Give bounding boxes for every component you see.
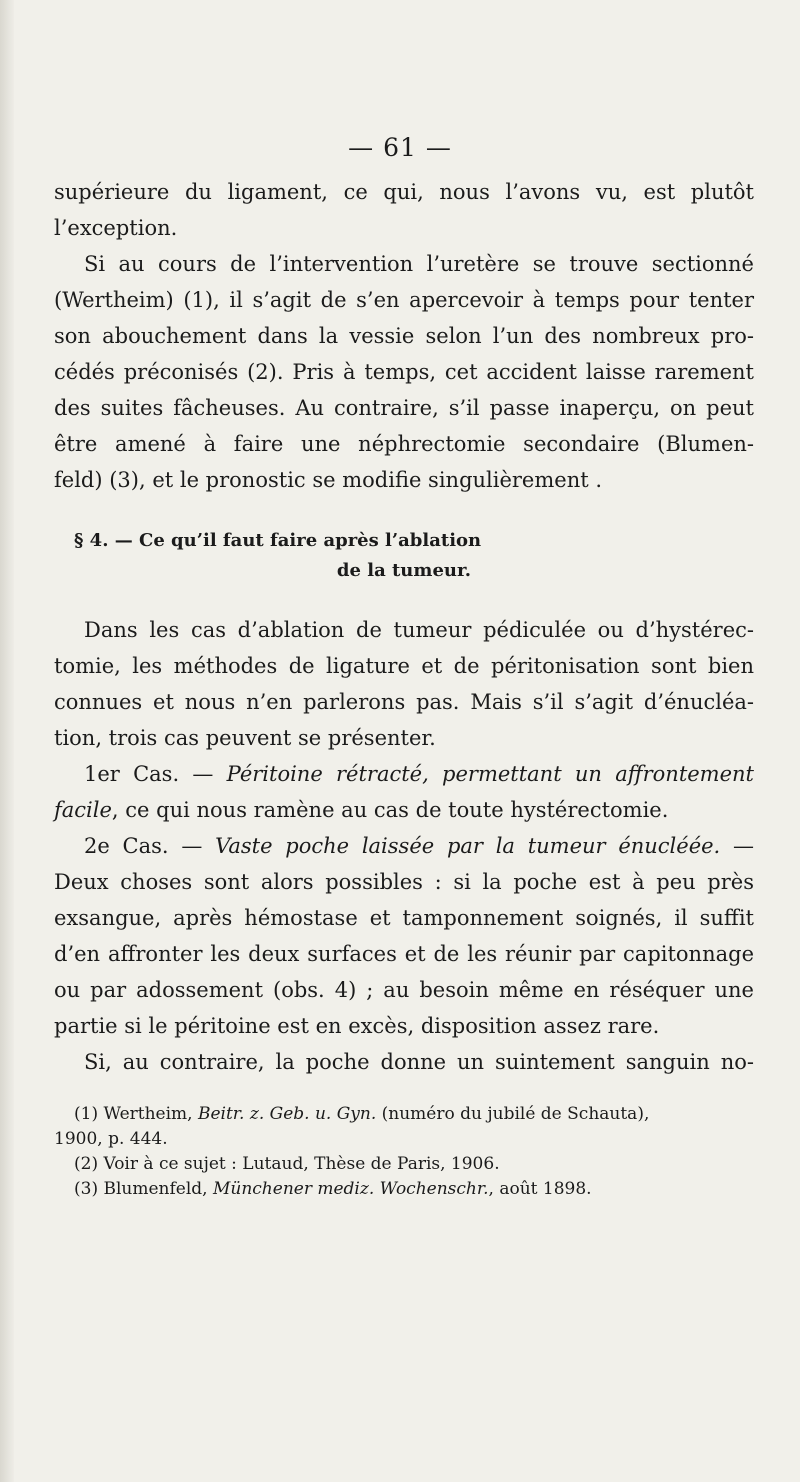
case-1-line xyxy=(54,756,754,792)
case-1-line xyxy=(54,792,754,828)
text-line: cédés préconisés (2). Pris à temps, cet accident laisse rarement xyxy=(54,360,754,384)
case-title: Vaste poche laissée par la tumeur énucléée. xyxy=(215,834,721,858)
footnote-text: (1) Wertheim, xyxy=(74,1104,198,1124)
footnote: (2) Voir à ce sujet : Lutaud, Thèse de Paris, 1906. xyxy=(74,1154,500,1174)
text-run: , ce qui nous ramène au cas de toute hystérectomie. xyxy=(111,798,669,822)
section-heading xyxy=(54,526,754,586)
text-line: supérieure du ligament, ce qui, nous l’avons vu, est plutôt xyxy=(54,180,754,204)
section-heading-line: de la tumeur. xyxy=(336,560,472,581)
text-line: l’exception. xyxy=(54,216,178,240)
footnote-title: Münchener mediz. Wochenschr. xyxy=(212,1179,489,1199)
case-label: 1er Cas. — xyxy=(84,762,227,786)
text-line: son abouchement dans la vessie selon l’un des nombreux pro- xyxy=(54,324,754,348)
text-line: ou par adossement (obs. 4) ; au besoin même en réséquer une xyxy=(54,978,754,1002)
text-line: connues et nous n’en parlerons pas. Mais s’il s’agit d’énucléa- xyxy=(54,690,754,714)
text-line: des suites fâcheuses. Au contraire, s’il passe inaperçu, on peut xyxy=(54,396,754,420)
text-line: partie si le péritoine est en excès, disposition assez rare. xyxy=(54,1014,660,1038)
text-line: être amené à faire une néphrectomie secondaire (Blumen- xyxy=(54,432,754,456)
footnote-text: (numéro du jubilé de Schauta), xyxy=(376,1104,650,1124)
footnotes xyxy=(54,1102,754,1202)
text-run: — xyxy=(720,834,754,858)
case-title: facile xyxy=(54,798,112,822)
footnote xyxy=(54,1177,754,1202)
case-label: 2e Cas. — xyxy=(84,834,216,858)
footnote: 1900, p. 444. xyxy=(54,1129,168,1149)
text-line: exsangue, après hémostase et tamponnement soignés, il suffit xyxy=(54,906,754,930)
text-line: Deux choses sont alors possibles : si la poche est à peu près xyxy=(54,870,754,894)
footnote-text: (3) Blumenfeld, xyxy=(74,1179,213,1199)
text-line: tion, trois cas peuvent se présenter. xyxy=(54,726,436,750)
page-body xyxy=(54,174,754,1202)
text-line: tomie, les méthodes de ligature et de péritonisation sont bien xyxy=(54,654,754,678)
footnote xyxy=(54,1102,754,1127)
text-line: Si au cours de l’intervention l’uretère se trouve sectionné xyxy=(84,252,754,276)
text-line: feld) (3), et le pronostic se modifie singulièrement . xyxy=(54,468,603,492)
footnote-title: Beitr. z. Geb. u. Gyn. xyxy=(197,1104,377,1124)
text-line: Dans les cas d’ablation de tumeur pédiculée ou d’hystérec- xyxy=(84,618,754,642)
section-heading-line: § 4. — Ce qu’il faut faire après l’ablation xyxy=(74,530,482,551)
page-number: — 61 — xyxy=(348,133,452,162)
text-line: Si, au contraire, la poche donne un suintement sanguin no- xyxy=(84,1050,754,1074)
text-line: (Wertheim) (1), il s’agit de s’en apercevoir à temps pour tenter xyxy=(54,288,754,312)
page-binding-edge xyxy=(0,0,14,1482)
footnote-text: , août 1898. xyxy=(488,1179,592,1199)
case-2-line xyxy=(54,828,754,864)
text-line: d’en affronter les deux surfaces et de les réunir par capitonnage xyxy=(54,942,754,966)
case-title: Péritoine rétracté, permettant un affrontement xyxy=(226,762,754,786)
